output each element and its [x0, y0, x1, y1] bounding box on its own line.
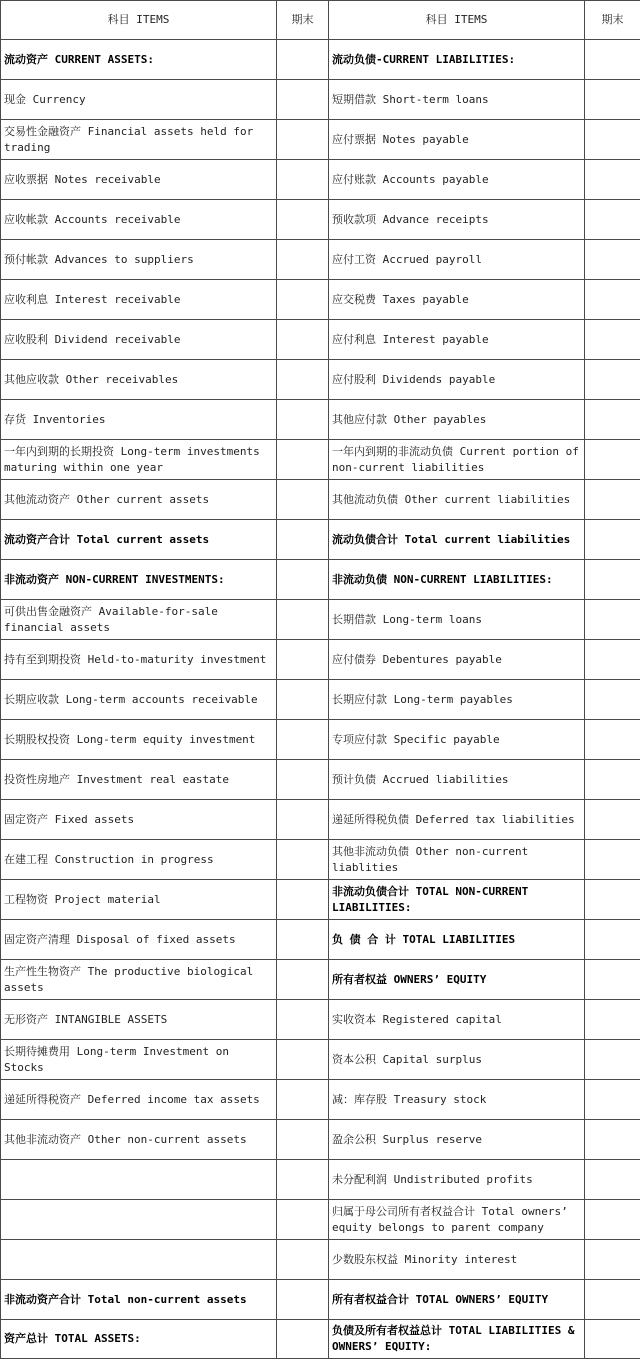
liability-period-cell — [585, 1120, 640, 1160]
asset-period-cell — [277, 1120, 329, 1160]
asset-period-cell — [277, 120, 329, 160]
asset-item-cell: 应收股利 Dividend receivable — [1, 320, 277, 360]
liability-period-cell — [585, 520, 640, 560]
liability-item-cell: 应交税费 Taxes payable — [329, 280, 585, 320]
asset-period-cell — [277, 280, 329, 320]
liability-item-cell: 应付账款 Accounts payable — [329, 160, 585, 200]
liability-period-cell — [585, 400, 640, 440]
asset-period-cell — [277, 520, 329, 560]
asset-period-cell — [277, 480, 329, 520]
liability-period-cell — [585, 80, 640, 120]
asset-period-cell — [277, 320, 329, 360]
table-body — [1, 40, 640, 1359]
liability-item-cell: 非流动负债 NON-CURRENT LIABILITIES: — [329, 560, 585, 600]
table-row — [1, 1000, 640, 1040]
asset-period-cell — [277, 200, 329, 240]
table-row — [1, 520, 640, 560]
asset-period-cell — [277, 440, 329, 480]
table-row — [1, 80, 640, 120]
table-row — [1, 560, 640, 600]
asset-item-cell: 其他非流动资产 Other non-current assets — [1, 1120, 277, 1160]
asset-item-cell — [1, 1240, 277, 1280]
asset-item-cell: 存货 Inventories — [1, 400, 277, 440]
liability-item-cell: 递延所得税负债 Deferred tax liabilities — [329, 800, 585, 840]
asset-item-cell: 在建工程 Construction in progress — [1, 840, 277, 880]
liability-period-cell — [585, 240, 640, 280]
liability-item-cell: 流动负债合计 Total current liabilities — [329, 520, 585, 560]
asset-period-cell — [277, 840, 329, 880]
liability-period-cell — [585, 360, 640, 400]
asset-item-cell: 资产总计 TOTAL ASSETS: — [1, 1320, 277, 1359]
asset-item-cell: 固定资产 Fixed assets — [1, 800, 277, 840]
liability-item-cell: 其他应付款 Other payables — [329, 400, 585, 440]
asset-item-cell: 可供出售金融资产 Available-for-sale financial assets — [1, 600, 277, 640]
liability-period-cell — [585, 160, 640, 200]
liability-item-cell: 减：库存股 Treasury stock — [329, 1080, 585, 1120]
asset-period-cell — [277, 1240, 329, 1280]
liability-item-cell: 资本公积 Capital surplus — [329, 1040, 585, 1080]
table-row — [1, 600, 640, 640]
asset-period-cell — [277, 400, 329, 440]
asset-item-cell: 流动资产合计 Total current assets — [1, 520, 277, 560]
asset-period-cell — [277, 600, 329, 640]
asset-item-cell: 非流动资产 NON-CURRENT INVESTMENTS: — [1, 560, 277, 600]
liability-period-cell — [585, 1280, 640, 1320]
liability-period-cell — [585, 1040, 640, 1080]
asset-period-cell — [277, 1160, 329, 1200]
liability-period-cell — [585, 1160, 640, 1200]
asset-period-cell — [277, 1040, 329, 1080]
liability-item-cell: 长期借款 Long-term loans — [329, 600, 585, 640]
asset-period-cell — [277, 40, 329, 80]
liability-period-cell — [585, 40, 640, 80]
asset-period-cell — [277, 360, 329, 400]
table-row — [1, 1040, 640, 1080]
asset-item-cell: 无形资产 INTANGIBLE ASSETS — [1, 1000, 277, 1040]
liability-item-cell: 未分配利润 Undistributed profits — [329, 1160, 585, 1200]
liability-period-cell — [585, 1320, 640, 1359]
liability-item-cell: 所有者权益 OWNERS’ EQUITY — [329, 960, 585, 1000]
liability-item-cell: 流动负债-CURRENT LIABILITIES: — [329, 40, 585, 80]
asset-period-cell — [277, 760, 329, 800]
liability-item-cell: 预计负债 Accrued liabilities — [329, 760, 585, 800]
liability-item-cell: 负债及所有者权益总计 TOTAL LIABILITIES & OWNERS’ EQUITY: — [329, 1320, 585, 1359]
table-row — [1, 920, 640, 960]
asset-item-cell: 现金 Currency — [1, 80, 277, 120]
liability-item-cell: 预收款项 Advance receipts — [329, 200, 585, 240]
liability-period-cell — [585, 120, 640, 160]
asset-item-cell: 应收帐款 Accounts receivable — [1, 200, 277, 240]
asset-item-cell: 生产性生物资产 The productive biological assets — [1, 960, 277, 1000]
liability-period-cell — [585, 1200, 640, 1240]
liability-item-cell: 实收资本 Registered capital — [329, 1000, 585, 1040]
table-row — [1, 40, 640, 80]
liability-period-cell — [585, 960, 640, 1000]
asset-item-cell: 应收票据 Notes receivable — [1, 160, 277, 200]
asset-item-cell: 长期待摊费用 Long-term Investment on Stocks — [1, 1040, 277, 1080]
table-row — [1, 360, 640, 400]
asset-item-cell: 交易性金融资产 Financial assets held for trading — [1, 120, 277, 160]
liability-item-cell: 应付股利 Dividends payable — [329, 360, 585, 400]
asset-item-cell: 工程物资 Project material — [1, 880, 277, 920]
asset-item-cell: 应收利息 Interest receivable — [1, 280, 277, 320]
liability-item-cell: 一年内到期的非流动负债 Current portion of non-current liabilities — [329, 440, 585, 480]
table-row — [1, 1160, 640, 1200]
liability-item-cell: 盈余公积 Surplus reserve — [329, 1120, 585, 1160]
asset-period-cell — [277, 640, 329, 680]
table-row — [1, 760, 640, 800]
asset-period-cell — [277, 880, 329, 920]
table-row — [1, 400, 640, 440]
asset-period-cell — [277, 240, 329, 280]
liability-period-cell — [585, 200, 640, 240]
asset-period-cell — [277, 1280, 329, 1320]
asset-item-cell: 持有至到期投资 Held-to-maturity investment — [1, 640, 277, 680]
table-row — [1, 280, 640, 320]
table-row — [1, 1320, 640, 1359]
liability-period-cell — [585, 800, 640, 840]
liability-item-cell: 少数股东权益 Minority interest — [329, 1240, 585, 1280]
asset-period-cell — [277, 920, 329, 960]
liability-period-cell — [585, 560, 640, 600]
table-row — [1, 800, 640, 840]
liability-period-cell — [585, 280, 640, 320]
liability-period-cell — [585, 880, 640, 920]
asset-item-cell: 非流动资产合计 Total non-current assets — [1, 1280, 277, 1320]
liability-period-cell — [585, 640, 640, 680]
asset-period-cell — [277, 800, 329, 840]
asset-item-cell — [1, 1200, 277, 1240]
liability-item-cell: 应付利息 Interest payable — [329, 320, 585, 360]
asset-period-cell — [277, 1200, 329, 1240]
liability-period-cell — [585, 920, 640, 960]
table-row — [1, 1200, 640, 1240]
table-row — [1, 1280, 640, 1320]
table-row — [1, 640, 640, 680]
liability-item-cell: 所有者权益合计 TOTAL OWNERS’ EQUITY — [329, 1280, 585, 1320]
liability-period-cell — [585, 480, 640, 520]
liability-period-cell — [585, 600, 640, 640]
liability-period-cell — [585, 1240, 640, 1280]
asset-item-cell: 长期股权投资 Long-term equity investment — [1, 720, 277, 760]
asset-period-cell — [277, 680, 329, 720]
asset-period-cell — [277, 960, 329, 1000]
table-row — [1, 480, 640, 520]
header-row — [1, 1, 640, 40]
liability-period-cell — [585, 320, 640, 360]
asset-item-cell — [1, 1160, 277, 1200]
asset-period-cell — [277, 720, 329, 760]
table-row — [1, 1240, 640, 1280]
table-row — [1, 120, 640, 160]
liability-period-cell — [585, 760, 640, 800]
asset-period-cell — [277, 80, 329, 120]
asset-period-cell — [277, 1320, 329, 1359]
header-period-left: 期末 — [277, 1, 329, 40]
liability-item-cell: 长期应付款 Long-term payables — [329, 680, 585, 720]
header-items-left: 科目 ITEMS — [1, 1, 277, 40]
liability-period-cell — [585, 440, 640, 480]
asset-item-cell: 长期应收款 Long-term accounts receivable — [1, 680, 277, 720]
liability-item-cell: 应付票据 Notes payable — [329, 120, 585, 160]
liability-item-cell: 短期借款 Short-term loans — [329, 80, 585, 120]
table-row — [1, 1080, 640, 1120]
table-row — [1, 160, 640, 200]
asset-item-cell: 预付帐款 Advances to suppliers — [1, 240, 277, 280]
table-row — [1, 320, 640, 360]
header-period-right: 期末 — [585, 1, 640, 40]
table-row — [1, 1120, 640, 1160]
table-row — [1, 240, 640, 280]
liability-period-cell — [585, 680, 640, 720]
header-items-right: 科目 ITEMS — [329, 1, 585, 40]
liability-period-cell — [585, 720, 640, 760]
liability-item-cell: 其他流动负债 Other current liabilities — [329, 480, 585, 520]
table-row — [1, 880, 640, 920]
liability-item-cell: 应付工资 Accrued payroll — [329, 240, 585, 280]
table-row — [1, 680, 640, 720]
liability-period-cell — [585, 1000, 640, 1040]
asset-period-cell — [277, 1000, 329, 1040]
liability-item-cell: 其他非流动负债 Other non-current liablities — [329, 840, 585, 880]
asset-item-cell: 递延所得税资产 Deferred income tax assets — [1, 1080, 277, 1120]
asset-item-cell: 其他流动资产 Other current assets — [1, 480, 277, 520]
table-row — [1, 440, 640, 480]
table-row — [1, 840, 640, 880]
asset-item-cell: 流动资产 CURRENT ASSETS: — [1, 40, 277, 80]
table-row — [1, 720, 640, 760]
asset-period-cell — [277, 1080, 329, 1120]
liability-item-cell: 负 债 合 计 TOTAL LIABILITIES — [329, 920, 585, 960]
asset-item-cell: 其他应收款 Other receivables — [1, 360, 277, 400]
asset-item-cell: 固定资产清理 Disposal of fixed assets — [1, 920, 277, 960]
asset-item-cell: 投资性房地产 Investment real eastate — [1, 760, 277, 800]
table-row — [1, 200, 640, 240]
liability-item-cell: 非流动负债合计 TOTAL NON-CURRENT LIABILITIES: — [329, 880, 585, 920]
liability-item-cell: 专项应付款 Specific payable — [329, 720, 585, 760]
liability-item-cell: 应付债券 Debentures payable — [329, 640, 585, 680]
asset-item-cell: 一年内到期的长期投资 Long-term investments maturing within one year — [1, 440, 277, 480]
liability-item-cell: 归属于母公司所有者权益合计 Total owners’ equity belongs to parent company — [329, 1200, 585, 1240]
liability-period-cell — [585, 1080, 640, 1120]
table-row — [1, 960, 640, 1000]
liability-period-cell — [585, 840, 640, 880]
asset-period-cell — [277, 560, 329, 600]
asset-period-cell — [277, 160, 329, 200]
